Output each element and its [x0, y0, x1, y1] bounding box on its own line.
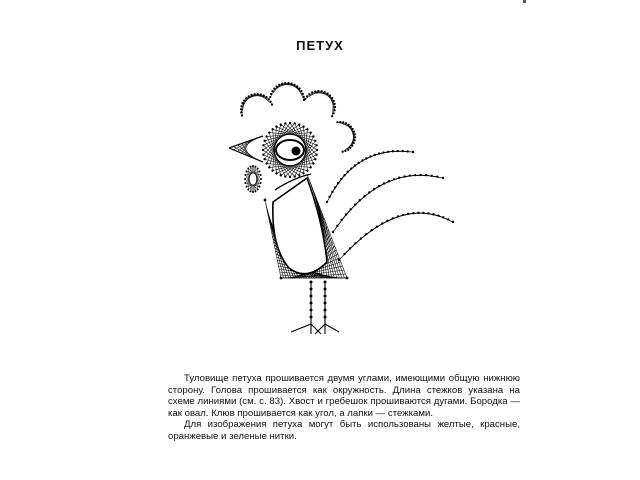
- caption-paragraph-1: Туловище петуха прошивается двумя углами, имеющими общую нижнюю сторону. Голова прошивается как окружность. Длина стежков указана на схеме линиями (см. с. 83). Хвост и гребешок прошиваются дугами. Бородка — как овал. Клюв прошивается как угол, а лапки — стежками.: [168, 373, 520, 419]
- caption-text: [168, 373, 520, 442]
- rooster-eye: [276, 140, 304, 160]
- rooster-wattle: [244, 165, 262, 193]
- rooster-tail: [326, 150, 454, 261]
- rooster-legs: [291, 281, 339, 335]
- caption-paragraph-2: Для изображения петуха могут быть использованы желтые, красные, оранжевые и зеленые нитки.: [168, 419, 520, 442]
- corner-mark: [523, 0, 526, 3]
- rooster-beak: [229, 136, 263, 162]
- rooster-body: [264, 174, 349, 279]
- page-title: ПЕТУХ: [296, 38, 344, 53]
- rooster-illustration: [215, 82, 475, 340]
